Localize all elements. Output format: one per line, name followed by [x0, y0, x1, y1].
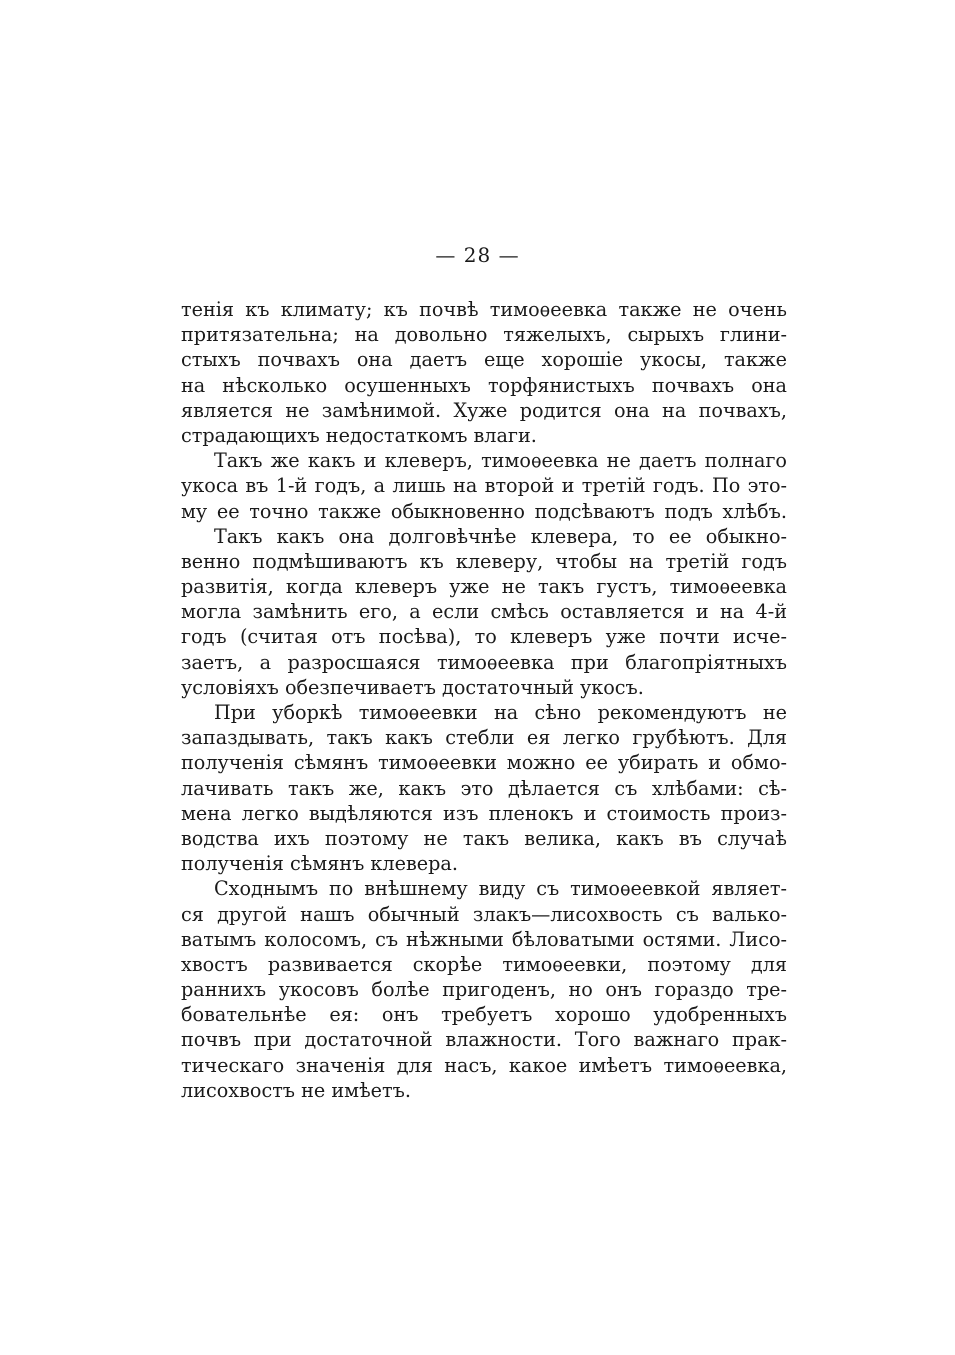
- text-line: тическаго значенія для насъ, какое имѣетъ тимоѳеевка,: [181, 1053, 787, 1077]
- text-line: хвостъ развивается скорѣе тимоѳеевки, поэтому для: [181, 952, 787, 976]
- body-text: [181, 297, 787, 1103]
- text-line: условіяхъ обезпечиваетъ достаточный укосъ.: [181, 675, 644, 699]
- page-number: — 28 —: [435, 243, 520, 267]
- text-line: развитія, когда клеверъ уже не такъ густъ, тимоѳеевка: [181, 575, 787, 599]
- text-line: полученія сѣмянъ тимоѳеевки можно ее убирать и обмо-: [181, 751, 787, 775]
- paragraph-3: [181, 524, 787, 700]
- text-line: венно подмѣшиваютъ къ клеверу, чтобы на третій годъ: [181, 549, 787, 573]
- text-line: притязательна; на довольно тяжелыхъ, сырыхъ глини-: [181, 323, 787, 347]
- text-line: тенія къ климату; къ почвѣ тимоѳеевка также не очень: [181, 298, 787, 321]
- text-line: ся другой нашъ обычный злакъ—лисохвость съ валько-: [181, 902, 787, 926]
- text-line: заетъ, а разросшаяся тимоѳеевка при благопріятныхъ: [181, 650, 787, 674]
- text-line: При уборкѣ тимоѳеевки на сѣно рекомендуютъ не: [214, 701, 787, 724]
- text-line: могла замѣнить его, а если смѣсь оставляется и на 4-й: [181, 600, 787, 624]
- text-line: Сходнымъ по внѣшнему виду съ тимоѳеевкой являет-: [214, 877, 787, 901]
- text-line: Такъ какъ она долговѣчнѣе клевера, то ее обыкно-: [214, 524, 787, 548]
- text-line: лачивать такъ же, какъ это дѣлается съ хлѣбами: сѣ-: [181, 776, 787, 800]
- text-line: годъ (считая отъ посѣва), то клеверъ уже почти исче-: [181, 625, 787, 649]
- text-line: ватымъ колосомъ, съ нѣжными бѣловатыми остями. Лисо-: [181, 927, 787, 951]
- text-line: почвъ при достаточной влажности. Того важнаго прак-: [181, 1028, 787, 1052]
- text-line: страдающихъ недостаткомъ влаги.: [181, 423, 537, 447]
- paragraph-5: [181, 876, 787, 1103]
- text-line: укоса въ 1-й годъ, а лишь на второй и третій годъ. По это-: [181, 474, 787, 498]
- paragraph-4: [181, 700, 787, 876]
- text-line: запаздывать, такъ какъ стебли ея легко грубѣютъ. Для: [181, 726, 787, 750]
- text-line: стыхъ почвахъ она даетъ еще хорошіе укосы, также: [181, 348, 787, 372]
- text-line: Такъ же какъ и клеверъ, тимоѳеевка не даетъ полнаго: [214, 449, 787, 473]
- text-line: водства ихъ поэтому не такъ велика, какъ въ случаѣ: [181, 826, 787, 850]
- text-line: раннихъ укосовъ болѣе пригоденъ, но онъ гораздо тре-: [181, 978, 787, 1002]
- text-line: на нѣсколько осушенныхъ торфянистыхъ почвахъ она: [181, 373, 787, 397]
- paragraph-1: [181, 297, 787, 448]
- text-line: лисохвостъ не имѣетъ.: [181, 1078, 411, 1102]
- text-line: является не замѣнимой. Хуже родится она на почвахъ,: [181, 398, 787, 422]
- text-line: мена легко выдѣляются изъ пленокъ и стоимость произ-: [181, 801, 787, 825]
- text-line: бовательнѣе ея: онъ требуетъ хорошо удобренныхъ: [181, 1003, 787, 1027]
- text-line: полученія сѣмянъ клевера.: [181, 852, 458, 876]
- paragraph-2: [181, 448, 787, 524]
- text-line: му ее точно также обыкновенно подсѣваютъ подъ хлѣбъ.: [181, 499, 787, 523]
